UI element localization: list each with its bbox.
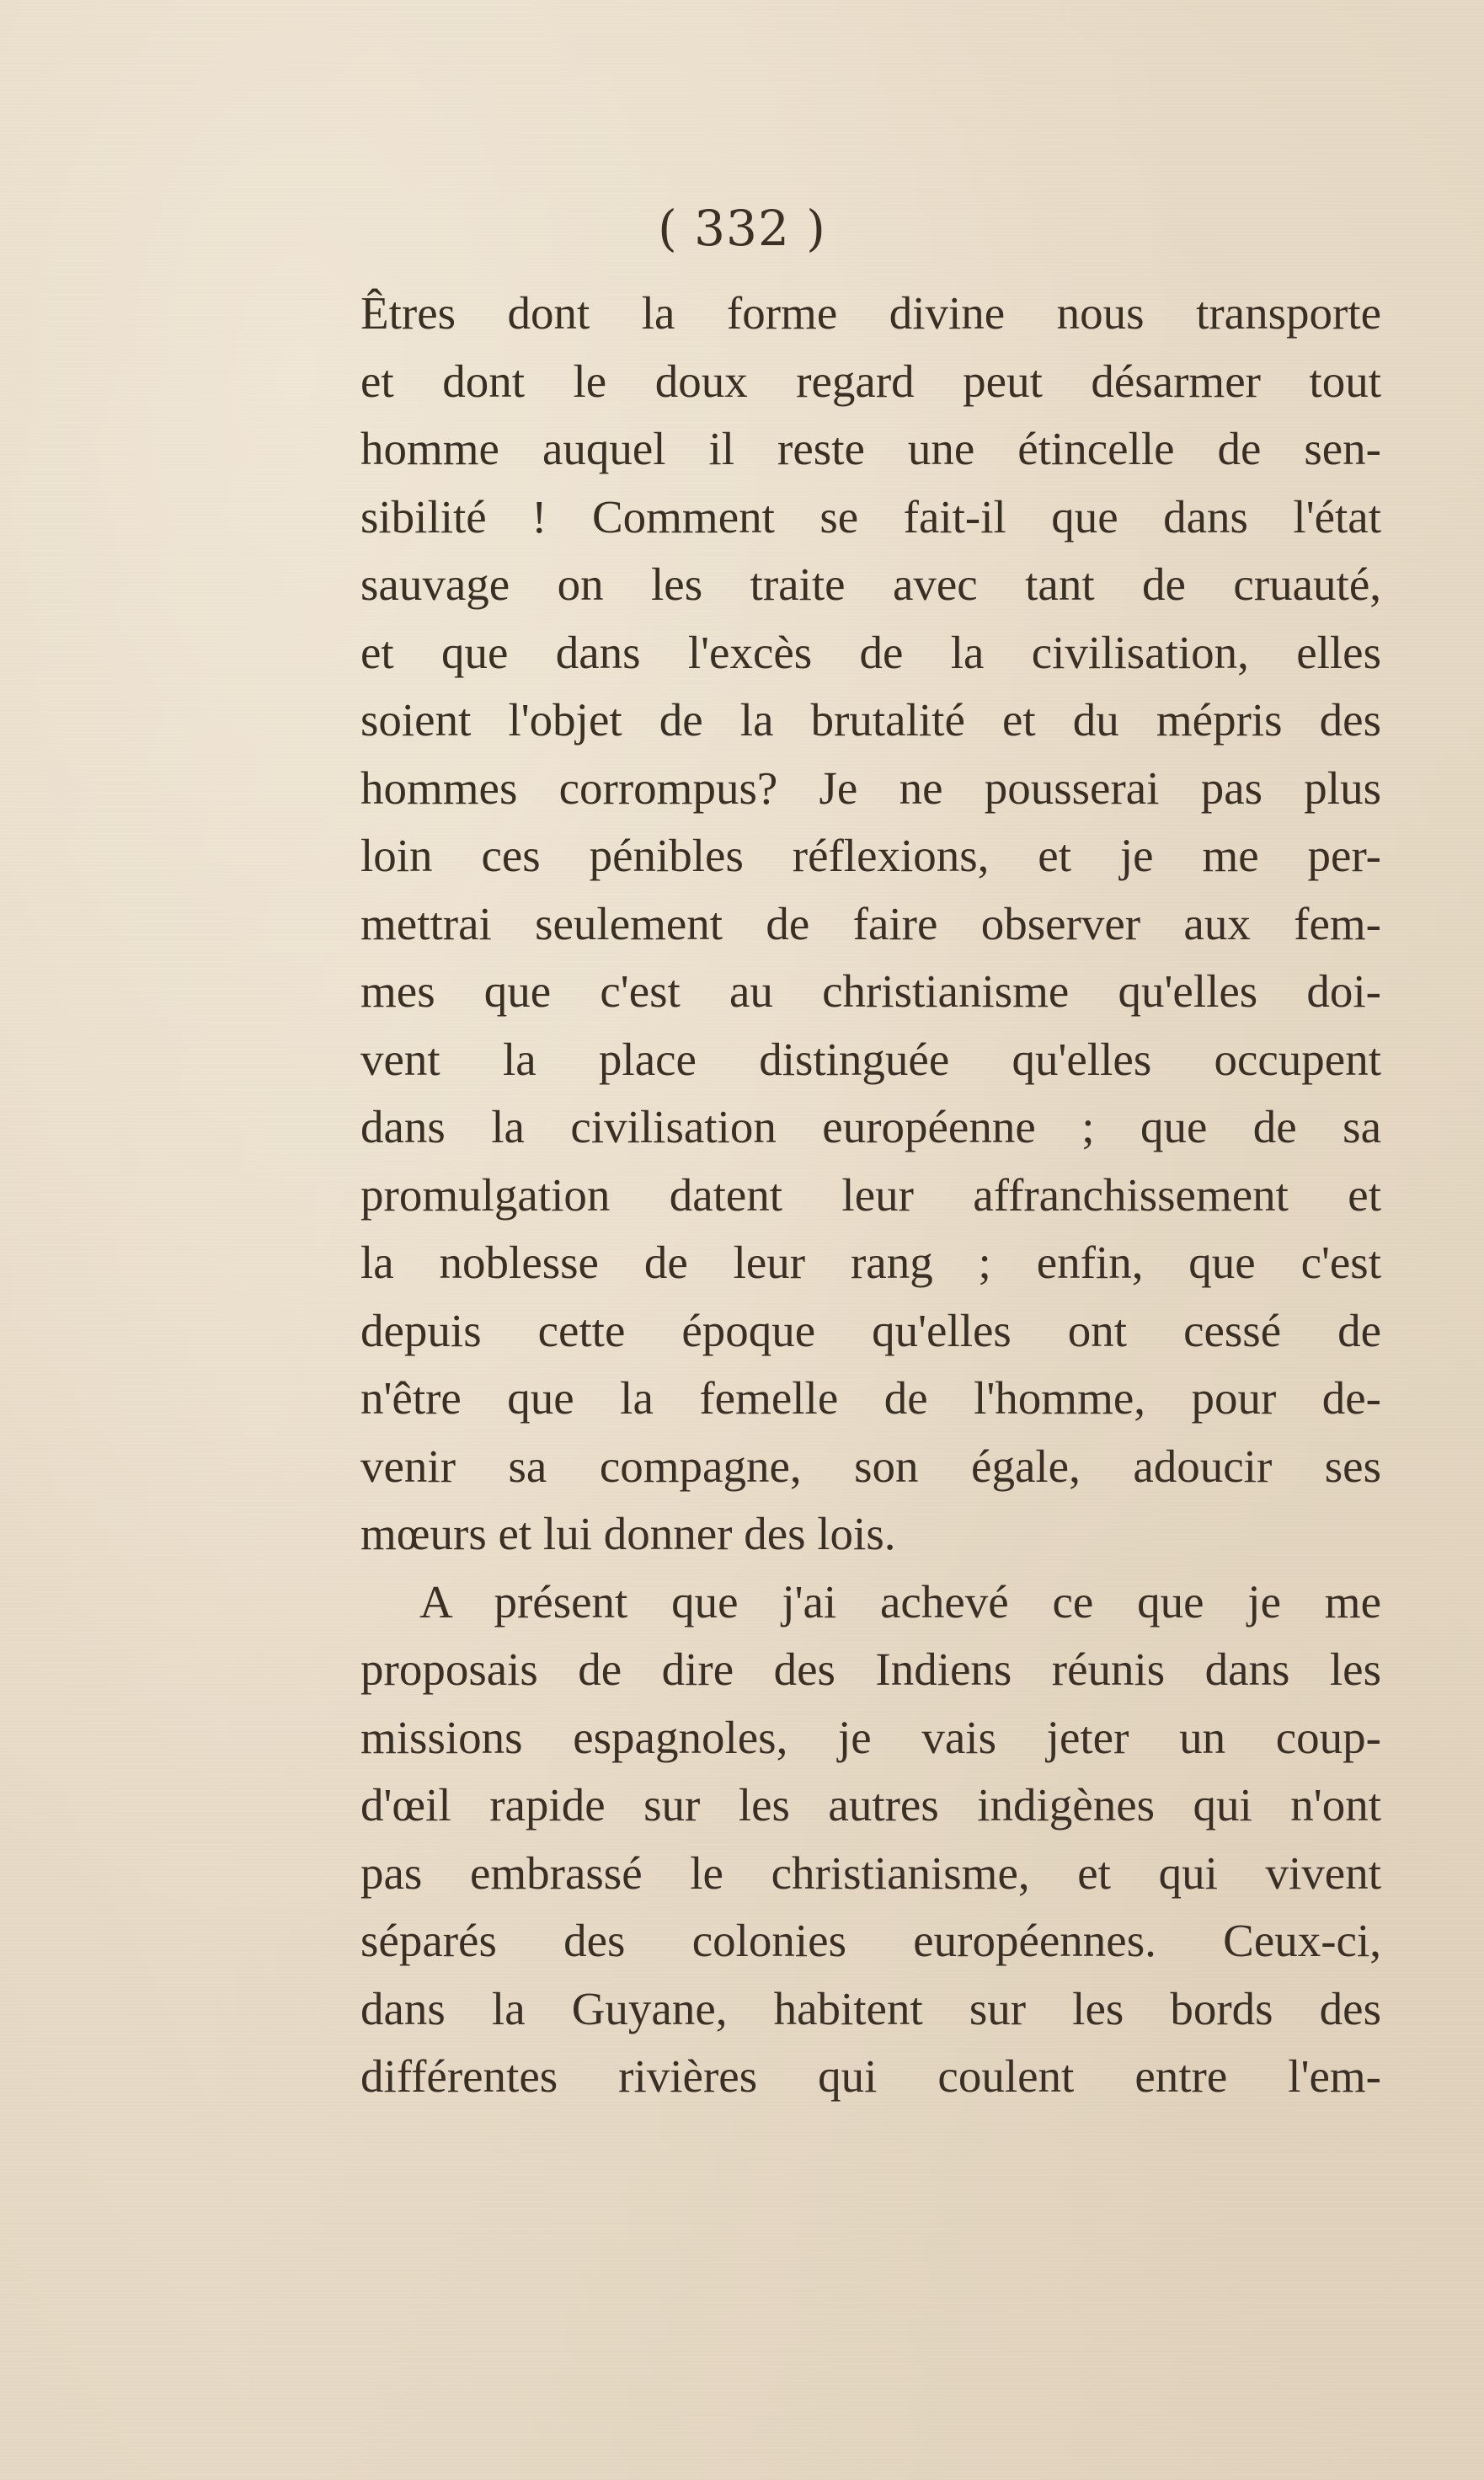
text-line: sibilité ! Comment se fait-il que dans l'état xyxy=(360,490,1381,542)
text-line: mettrai seulement de faire observer aux fem- xyxy=(360,897,1381,949)
text-line: d'œil rapide sur les autres indigènes qui n'ont xyxy=(360,1779,1381,1831)
text-line: homme auquel il reste une étincelle de sen- xyxy=(360,423,1381,474)
text-line: mœurs et lui donner des lois. xyxy=(360,1508,896,1559)
paragraph xyxy=(360,280,1381,1569)
text-line: promulgation datent leur affranchissement et xyxy=(360,1168,1381,1221)
text-line: et dont le doux regard peut désarmer tout xyxy=(360,355,1381,407)
text-line: missions espagnoles, je vais jeter un coup- xyxy=(360,1711,1381,1763)
text-line: dans la civilisation européenne ; que de sa xyxy=(360,1101,1381,1152)
text-line: hommes corrompus? Je ne pousserai pas plus xyxy=(360,762,1381,814)
text-line: soient l'objet de la brutalité et du mépris des xyxy=(360,694,1381,746)
text-line: mes que c'est au christianisme qu'elles doi- xyxy=(360,965,1381,1017)
text-line: n'être que la femelle de l'homme, pour de- xyxy=(360,1372,1381,1424)
text-line: Êtres dont la forme divine nous transporte xyxy=(360,287,1381,339)
text-line: différentes rivières qui coulent entre l'em- xyxy=(360,2050,1381,2102)
page-number: ( 332 ) xyxy=(658,200,826,257)
text-line: loin ces pénibles réflexions, et je me per- xyxy=(360,830,1381,881)
text-line: sauvage on les traite avec tant de cruauté, xyxy=(360,559,1381,610)
text-line: venir sa compagne, son égale, adoucir ses xyxy=(360,1440,1381,1492)
text-line: la noblesse de leur rang ; enfin, que c'est xyxy=(360,1237,1381,1288)
body-text xyxy=(360,280,1381,2111)
text-line: séparés des colonies européennes. Ceux-ci, xyxy=(360,1915,1381,1966)
text-line: et que dans l'excès de la civilisation, elles xyxy=(360,626,1381,678)
text-line: A présent que j'ai achevé ce que je me xyxy=(419,1575,1381,1628)
text-line: vent la place distinguée qu'elles occupent xyxy=(360,1033,1381,1085)
paragraph xyxy=(360,1569,1381,2111)
text-line: proposais de dire des Indiens réunis dans les xyxy=(360,1644,1381,1695)
text-line: dans la Guyane, habitent sur les bords des xyxy=(360,1982,1381,2034)
text-line: depuis cette époque qu'elles ont cessé de xyxy=(360,1304,1381,1356)
text-line: pas embrassé le christianisme, et qui vivent xyxy=(360,1847,1381,1899)
